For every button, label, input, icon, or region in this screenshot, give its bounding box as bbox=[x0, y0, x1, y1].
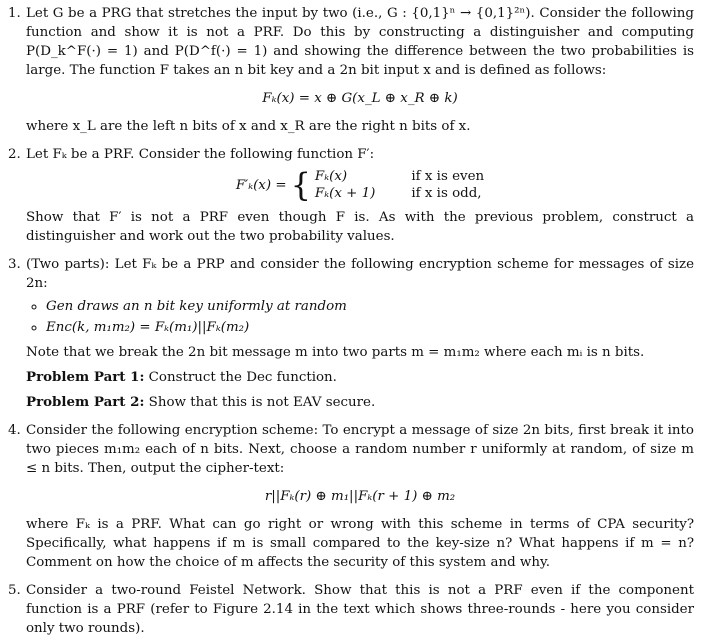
problem-4 bbox=[8, 421, 694, 572]
problem-part-2 bbox=[26, 393, 694, 412]
problem-2 bbox=[8, 145, 694, 246]
display-equation: r||Fₖ(r) ⊕ m₁||Fₖ(r + 1) ⊕ m₂ bbox=[264, 489, 456, 504]
bullet-item: ◦ Gen draws an n bit key uniformly at random bbox=[46, 297, 694, 316]
part-2-text: Show that this is not EAV secure. bbox=[148, 395, 376, 410]
piecewise-equation bbox=[26, 168, 694, 202]
display-equation: Fₖ(x) = x ⊕ G(x_L ⊕ x_R ⊕ k) bbox=[262, 91, 458, 106]
case-2-cond: if x is odd, bbox=[411, 186, 482, 201]
equation-lhs: F′ₖ(x) = bbox=[235, 177, 287, 193]
problem-number: 2. bbox=[8, 147, 21, 162]
problem-5 bbox=[8, 581, 694, 638]
problem-text: Consider the following encryption scheme: To encrypt a message of size 2n bits, first break it into two pieces m₁m₂ each of n bits. Next, choose a random number r uniformly at random, of size m ≤ n bits. Then, output the cipher-text: bbox=[26, 423, 694, 476]
bullet-list bbox=[26, 297, 694, 337]
problem-text-after: where x_L are the left n bits of x and x_R are the right n bits of x. bbox=[26, 119, 471, 134]
bullet-item: ◦ Enc(k, m₁m₂) = Fₖ(m₁)||Fₖ(m₂) bbox=[46, 318, 694, 337]
problem-number: 1. bbox=[8, 6, 21, 21]
problem-text: (Two parts): Let Fₖ be a PRP and consider the following encryption scheme for messages of size 2n: bbox=[26, 257, 694, 291]
problem-note: Note that we break the 2n bit message m into two parts m = m₁m₂ where each mᵢ is n bits. bbox=[26, 345, 645, 360]
problem-text: Consider a two-round Feistel Network. Show that this is not a PRF even if the component function is a PRF (refer to Figure 2.14 in the text which shows three-rounds - here you consider only two rounds). bbox=[26, 583, 694, 636]
equation-cases bbox=[315, 168, 484, 202]
problem-text: Let G be a PRG that stretches the input by two (i.e., G : {0,1}ⁿ → {0,1}²ⁿ). Consider the following function and show it is not a PRF. Do this by constructing a distinguisher and computing P(D_k^F(·) = 1) and P(D^f(·) = 1) and showing the difference between the two probabilities is large. The function F takes an n bit key and a 2n bit input x and is defined as follows: bbox=[26, 6, 694, 78]
case-2-expr: Fₖ(x + 1) bbox=[314, 186, 376, 201]
problem-number: 5. bbox=[8, 583, 21, 598]
part-1-label: Problem Part 1: bbox=[26, 369, 145, 385]
problem-text-after: Show that F′ is not a PRF even though F is. As with the previous problem, construct a distinguisher and work out the two probability values. bbox=[26, 210, 694, 244]
part-2-label: Problem Part 2: bbox=[26, 394, 145, 410]
part-1-text: Construct the Dec function. bbox=[148, 370, 337, 385]
problem-3 bbox=[8, 255, 694, 412]
problem-number: 4. bbox=[8, 423, 21, 438]
problem-1 bbox=[8, 4, 694, 136]
problem-list bbox=[8, 4, 694, 638]
case-1-cond: if x is even bbox=[411, 169, 485, 184]
problem-text: Let Fₖ be a PRF. Consider the following function F′: bbox=[26, 147, 375, 162]
left-brace: { bbox=[290, 166, 311, 204]
problem-text-after: where Fₖ is a PRF. What can go right or wrong with this scheme in terms of CPA security? Specifically, what happens if m is small compared to the key-size n? What happens if m = n? Comment on how the choice of m affects the security of this system and why. bbox=[26, 517, 694, 570]
problem-number: 3. bbox=[8, 257, 21, 272]
problem-part-1 bbox=[26, 368, 694, 387]
case-1-expr: Fₖ(x) bbox=[314, 169, 348, 184]
